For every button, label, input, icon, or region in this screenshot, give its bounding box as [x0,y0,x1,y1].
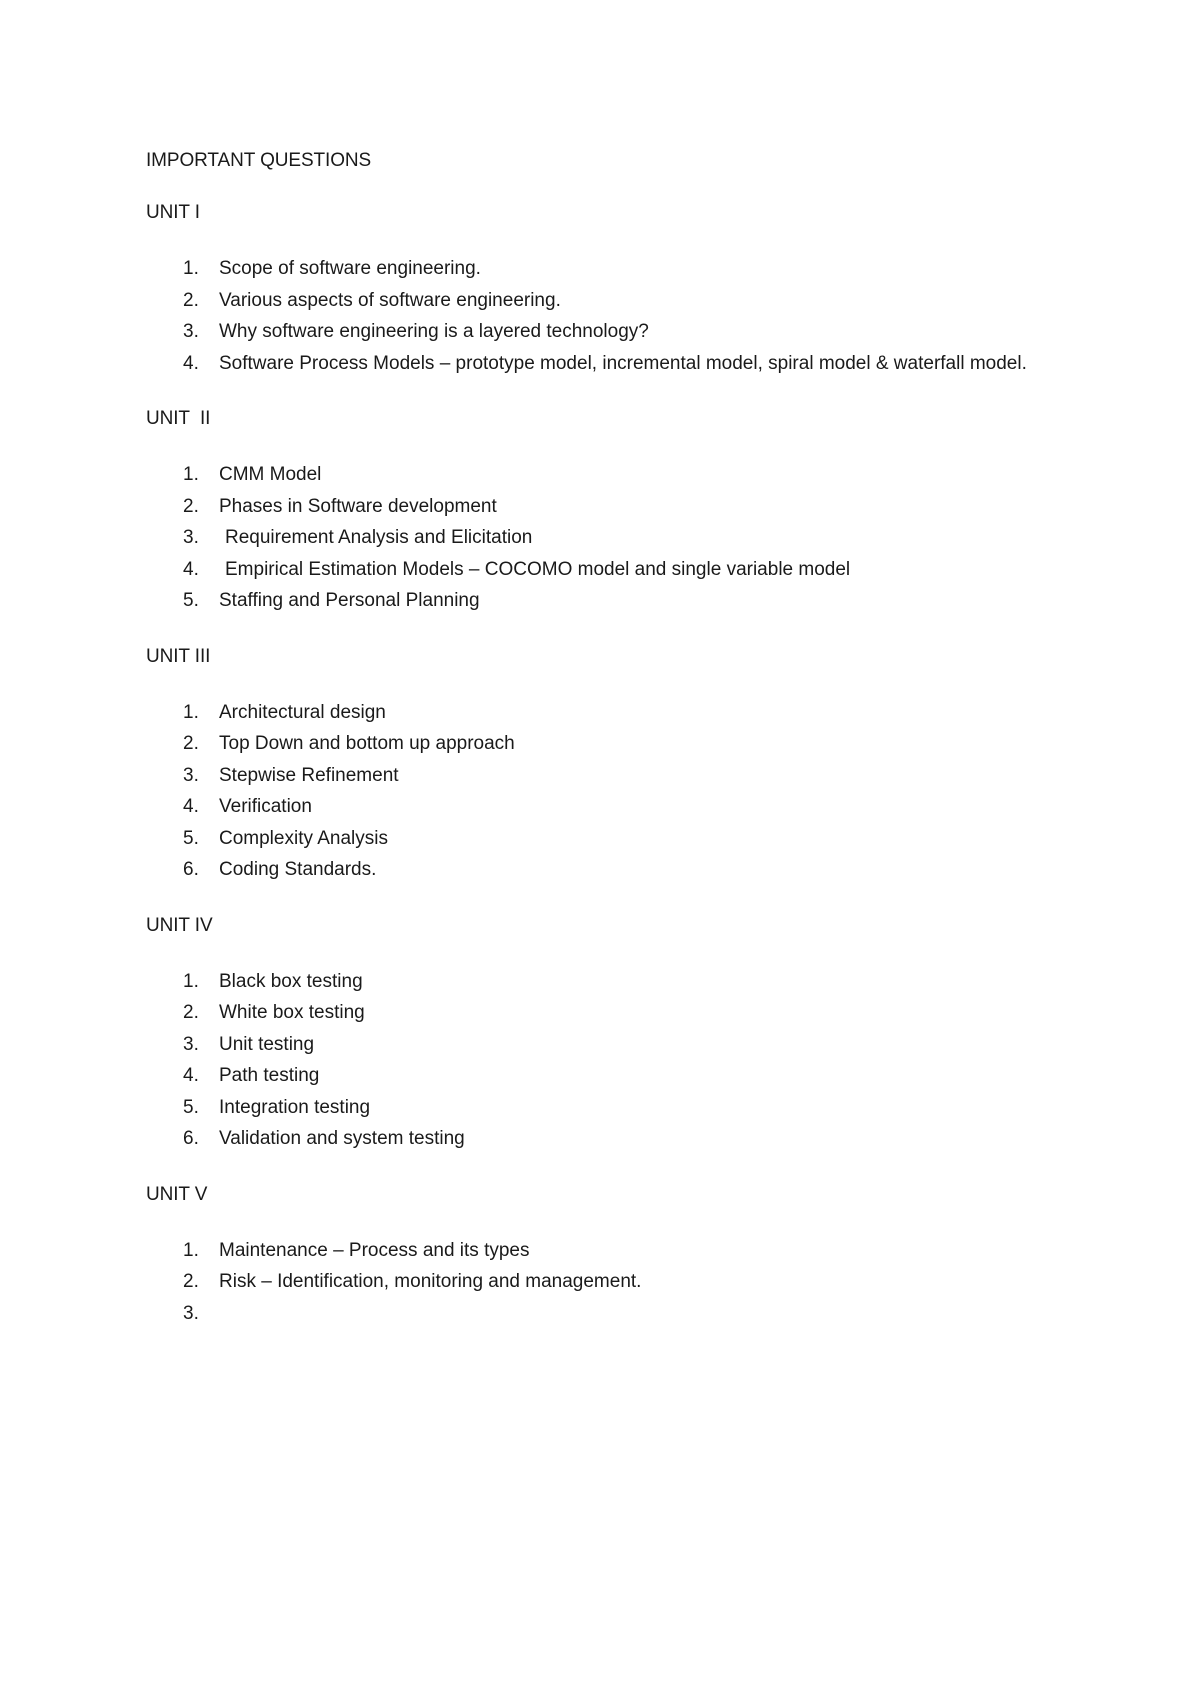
question-number: 3. [183,1033,199,1055]
question-item [146,554,1080,586]
question-number: 2. [183,1002,199,1023]
question-item [146,728,1080,760]
question-item [146,1060,1080,1092]
question-item [146,1298,1080,1330]
question-text: Requirement Analysis and Elicitation [225,527,533,548]
question-number: 4. [183,1065,199,1086]
question-item [146,854,1080,886]
question-item [146,253,1080,285]
question-text: Verification [219,796,312,817]
question-item [146,348,1080,380]
unit-section-3 [146,646,1080,886]
unit-section-4 [146,915,1080,1155]
unit-heading: UNIT I [146,202,200,223]
question-text: Path testing [219,1065,320,1086]
question-text: Phases in Software development [219,495,497,517]
question-text: Integration testing [219,1096,371,1118]
document-title: IMPORTANT QUESTIONS [146,150,372,171]
question-item [146,1029,1080,1061]
question-number: 3. [183,321,199,342]
question-number: 1. [183,970,199,992]
question-number: 1. [183,1239,199,1261]
question-item [146,791,1080,823]
question-item [146,1235,1080,1267]
question-text: Black box testing [219,970,363,992]
question-list [146,1235,1080,1330]
question-number: 4. [183,558,199,580]
question-number: 3. [183,1302,199,1324]
question-item [146,316,1080,348]
question-text: Scope of software engineering. [219,258,481,279]
question-text: Risk – Identification, monitoring and management. [219,1271,642,1292]
question-number: 2. [183,733,199,754]
question-item [146,285,1080,317]
question-text: White box testing [219,1002,365,1023]
question-text: Stepwise Refinement [219,764,399,786]
question-number: 4. [183,352,199,374]
question-list [146,459,1080,617]
question-number: 5. [183,1096,199,1118]
unit-section-2 [146,408,1080,617]
unit-heading: UNIT V [146,1183,208,1205]
question-item [146,1123,1080,1155]
question-text: Various aspects of software engineering. [219,289,561,311]
question-number: 5. [183,590,199,611]
question-text: CMM Model [219,464,322,485]
question-item [146,1092,1080,1124]
question-list [146,966,1080,1155]
unit-section-5 [146,1184,1080,1330]
question-text: Maintenance – Process and its types [219,1239,530,1261]
question-number: 3. [183,764,199,786]
question-list [146,697,1080,886]
question-item [146,823,1080,855]
question-text: Empirical Estimation Models – COCOMO model and single variable model [225,558,851,580]
question-number: 1. [183,464,199,485]
question-item [146,459,1080,491]
question-item [146,760,1080,792]
question-number: 2. [183,495,199,517]
question-text: Coding Standards. [219,859,377,880]
unit-heading: UNIT III [146,645,211,667]
question-number: 6. [183,859,199,880]
unit-section-1 [146,202,1080,379]
question-item [146,997,1080,1029]
question-text: Complexity Analysis [219,827,388,849]
question-text: Top Down and bottom up approach [219,733,515,754]
question-text: Validation and system testing [219,1128,465,1149]
unit-heading: UNIT IV [146,914,213,936]
question-number: 5. [183,827,199,849]
question-item [146,522,1080,554]
question-item [146,697,1080,729]
unit-heading: UNIT II [146,408,211,429]
question-text [219,1303,224,1324]
question-number: 6. [183,1128,199,1149]
question-item [146,1266,1080,1298]
question-number: 2. [183,1271,199,1292]
question-number: 1. [183,701,199,723]
question-text: Why software engineering is a layered technology? [219,321,649,342]
question-number: 4. [183,796,199,817]
question-list [146,253,1080,379]
question-number: 3. [183,527,199,548]
question-text: Unit testing [219,1033,315,1055]
question-item [146,491,1080,523]
question-number: 2. [183,289,199,311]
question-number: 1. [183,258,199,279]
question-item [146,966,1080,998]
question-text: Software Process Models – prototype model, incremental model, spiral model & waterfall model. [219,352,1027,374]
question-item [146,585,1080,617]
question-text: Staffing and Personal Planning [219,590,480,611]
question-text: Architectural design [219,701,386,723]
